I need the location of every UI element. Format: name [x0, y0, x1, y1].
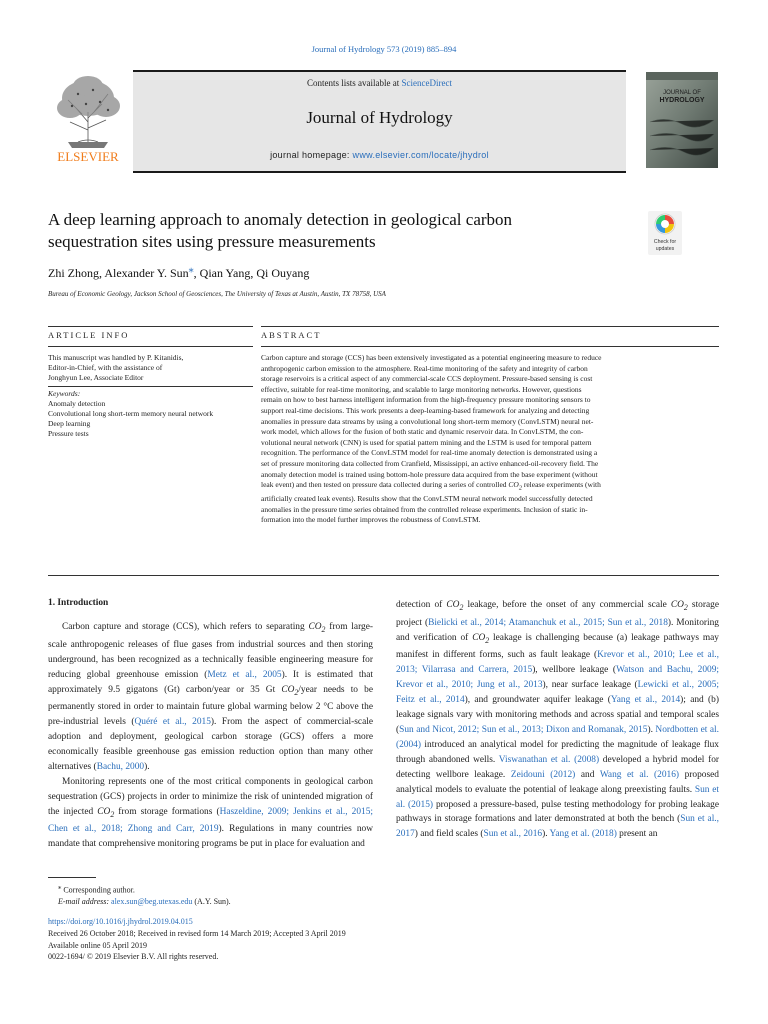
author-list [48, 264, 648, 281]
text-run: proposed a pressure-based, pulse testing methodology for probing leakage pathways in storage formations and later demonstrated at both the bench ( [396, 799, 720, 825]
text-run: ); and (b) leakage signals vary with monitoring methods and across spatial and temporal scales ( [396, 695, 719, 735]
citation-link[interactable]: Zeidouni (2012) [510, 769, 576, 780]
citation-link[interactable]: Sun et al., 2016 [483, 829, 543, 840]
text-run: ), wellbore leakage ( [532, 665, 617, 676]
co2-term [508, 480, 522, 492]
divider [48, 386, 253, 387]
corresponding-author-footnote [48, 882, 448, 896]
abstract-line: anomaly detection model is trained using bottom-hole pressure data acquired from the base experiment (without [261, 469, 598, 479]
divider [48, 326, 253, 327]
contents-available-line [133, 78, 626, 88]
handling-editor-note: Editor-in-Chief, with the assistance of [48, 363, 163, 372]
contents-prefix: Contents lists available at [307, 78, 400, 88]
abstract-line [261, 480, 719, 494]
abstract-line: set of pressure monitoring data collected from Cranfield, Mississippi, an active enhanced-oil-recovery field. The [261, 458, 599, 468]
text-run: ). It is estimated that approximately 9.5 gigatons (Gt) carbon/year or 35 Gt [48, 669, 373, 695]
article-title-line: sequestration sites using pressure measurements [48, 232, 376, 251]
co2-subscript: 2 [459, 602, 464, 612]
divider [261, 326, 719, 327]
co2-term [281, 685, 298, 695]
divider [261, 346, 719, 347]
abstract-line: volutional neural network (CNN) is used for spatial pattern mining and the LSTM is used for temporal pattern [261, 437, 592, 447]
text-run: ). From the aspect of commercial-scale adoption and deployment, geological carbon storage (GCS) offers a more economically feasible greenhouse gas emission reduction option than many other alternatives ( [48, 717, 374, 772]
text-run: from large-scale anthropogenic releases of flue gases from industrial sources and then storing underground, has been recognized as a technically feasible engineering measure for reducing global greenhouse emission ( [48, 622, 373, 680]
divider [48, 346, 253, 347]
author-affiliation: Bureau of Economic Geology, Jackson School of Geosciences, The University of Texas at Austin, Austin, TX 78758, USA [48, 290, 386, 298]
co2-symbol: CO [446, 600, 460, 610]
text-run: storage project ( [396, 600, 719, 628]
available-online-date: Available online 05 April 2019 [48, 940, 147, 950]
handling-editor-note: Jonghyun Lee, Associate Editor [48, 373, 144, 382]
text-run: ), near surface leakage ( [542, 680, 638, 691]
citation-link[interactable]: Haszeldine, 2009; Jenkins et al., 2015; Chen et al., 2018; Zhong and Carr, 2019 [48, 806, 373, 835]
text-run: detection of [396, 600, 447, 610]
abstract-line: artificially created leak events). Results show that the ConvLSTM neural network model successfully detected [261, 494, 593, 504]
body-column-left [48, 620, 373, 852]
abstract-line: formation into the model further improves the robustness of ConvLSTM. [261, 515, 481, 525]
co2-term [97, 807, 114, 817]
abstract-line: effective, suitable for real-time monitoring, and scalable to large monitoring networks. However, questions [261, 384, 582, 394]
co2-symbol: CO [508, 480, 519, 490]
text-run: ). Monitoring and verification of [396, 617, 719, 643]
abstract-line: work model, which allows for the fusion of both static and dynamic reservoir data. In ConvLSTM, the con- [261, 427, 584, 437]
corresponding-author-mark[interactable]: ⁎ [188, 264, 194, 275]
crossmark-icon [648, 211, 682, 255]
body-paragraph [396, 598, 719, 842]
received-dates: Received 26 October 2018; Received in revised form 14 March 2019; Accepted 3 April 2019 [48, 928, 346, 938]
abstract-line: storage reservoirs is a critical aspect of any commercial-scale CCS deployment. Pressure-based sensing is cost [261, 374, 593, 384]
co2-subscript: 2 [683, 602, 688, 612]
citation-link[interactable]: Quéré et al., 2015 [134, 717, 211, 728]
text-run: proposed analytical models to evaluate the potential of leakage along preexisting faults. [396, 769, 719, 795]
co2-subscript: 2 [110, 809, 115, 819]
text-run: and [575, 769, 600, 780]
co2-subscript: 2 [321, 624, 326, 634]
body-paragraph [48, 775, 373, 852]
citation-link[interactable]: Watson and Bachu, 2009; Krevor et al., 2010; Jung et al., 2013 [396, 665, 719, 691]
co2-symbol: CO [281, 684, 295, 695]
co2-symbol: CO [97, 806, 111, 817]
text-run: leakage, before the onset of any commercial scale [463, 600, 671, 610]
citation-link[interactable]: Sun et al., 2017 [396, 814, 719, 840]
co2-subscript: 2 [518, 484, 522, 492]
cover-text-line1: JOURNAL OF [663, 90, 701, 96]
copyright-notice: 0022-1694/ © 2019 Elsevier B.V. All rights reserved. [48, 952, 219, 962]
text-run: ) and field scales ( [414, 829, 484, 840]
co2-term [472, 633, 489, 643]
abstract-line: anomalies in the pressure time series obtained from the controlled release experiments. Inclusion of static in- [261, 504, 588, 514]
co2-term [671, 600, 688, 610]
text-run: present an [616, 829, 658, 840]
citation-link[interactable]: Bachu, 2000 [96, 761, 145, 772]
citation-link[interactable]: Viswanathan et al. (2008) [498, 754, 600, 765]
journal-cover-icon [646, 72, 718, 168]
co2-term [446, 600, 463, 610]
text-run: developed a hybrid model for detecting wellbore leakage. [396, 754, 720, 780]
co2-term [309, 622, 326, 632]
text-run: ). [542, 829, 550, 840]
journal-reference-link[interactable]: Journal of Hydrology 573 (2019) 885–894 [311, 44, 457, 54]
email-label: E-mail address: [58, 897, 110, 907]
sciencedirect-link[interactable]: ScienceDirect [401, 78, 452, 88]
email-footnote [48, 896, 448, 908]
abstract-line: Carbon capture and storage (CCS) has been extensively investigated as a potential engineering measure to reduce [261, 353, 602, 362]
co2-subscript: 2 [485, 635, 490, 645]
abstract-text-run: leak event) and then tested on pressure data collected during a series of controlled [261, 480, 509, 490]
text-run: Carbon capture and storage (CCS), which refers to separating [62, 622, 309, 632]
crossmark-label-line1: Check for [653, 239, 677, 245]
citation-link[interactable]: Nordbotten et al. (2004) [396, 725, 719, 750]
author-email-link[interactable]: alex.sun@beg.utexas.edu [111, 897, 193, 907]
journal-homepage-line [133, 150, 626, 160]
footnotes [48, 882, 448, 908]
article-title [48, 209, 608, 253]
footnote-mark: ⁎ [58, 884, 62, 891]
check-for-updates-button[interactable] [648, 211, 682, 255]
article-info-panel [48, 353, 253, 439]
abstract-line: anthropogenic carbon emission to the atmosphere. Real-time monitoring of the safety and integrity of carbon [261, 363, 588, 373]
text-run: introduced an analytical model for predicting the magnitude of leakage flux through abandoned wells. [396, 739, 719, 765]
keyword-item: Deep learning [48, 419, 91, 428]
footnote-divider [48, 877, 96, 878]
abstract-line: remain on how to best harness intelligent information from the high-frequency pressure monitoring sensors to [261, 395, 591, 405]
abstract-line: anomalies in pressure data streams by using a convolutional long short-term memory (ConvLSTM) neural net- [261, 416, 594, 426]
abstract-line: recognition. The performance of the ConvLSTM model for real-time anomaly detection is demonstrated using a [261, 448, 598, 458]
citation-link[interactable]: Bielicki et al., 2014; Atamanchuk et al., 2015; Sun et al., 2018 [428, 617, 668, 628]
text-run: ). [144, 761, 150, 772]
author-names: Zhi Zhong, Alexander Y. Sun [48, 266, 189, 280]
body-column-right [396, 598, 719, 842]
text-run: ). Regulations in many countries now mandate that comprehensive monitoring programs be put in place for evaluation and [48, 824, 373, 850]
citation-link[interactable]: Yang et al. (2018) [549, 829, 617, 840]
keywords-heading: Keywords: [48, 389, 81, 398]
abstract-text-run: release experiments (with [521, 480, 601, 490]
section-heading-introduction: 1. Introduction [48, 598, 109, 608]
co2-symbol: CO [308, 622, 322, 632]
text-run: Monitoring represents one of the most critical components in geological carbon sequestration (GCS) projects in order to minimize the risk of unintended migration of the injected [48, 776, 373, 817]
handling-editor-note: This manuscript was handled by P. Kitanidis, [48, 353, 184, 362]
co2-symbol: CO [472, 632, 486, 643]
divider [48, 575, 719, 576]
journal-homepage-link[interactable]: www.elsevier.com/locate/jhydrol [352, 150, 489, 160]
citation-link[interactable]: Wang et al. (2016) [599, 769, 680, 780]
citation-link[interactable]: Sun et al. (2015) [396, 784, 720, 810]
journal-cover-image[interactable] [646, 72, 718, 168]
co2-subscript: 2 [294, 687, 299, 697]
text-run: leakage is challenging because (a) leakage pathways may manifest in different forms, such as fault leakage ( [396, 632, 719, 661]
text-run: /year needs to be permanently stored in order to maintain future global warming below 2 °C above the pre-industrial levels ( [48, 684, 373, 728]
co2-symbol: CO [670, 600, 684, 610]
article-title-line: A deep learning approach to anomaly detection in geological carbon [48, 210, 513, 229]
author-names: , Qian Yang, Qi Ouyang [193, 266, 310, 280]
text-run: ), and groundwater aquifer leakage ( [464, 695, 611, 706]
cover-text-line2: HYDROLOGY [659, 97, 705, 104]
citation-link[interactable]: Metz et al., 2005 [207, 669, 282, 680]
elsevier-tree-icon [48, 72, 128, 167]
footnote-text: (A.Y. Sun). [192, 897, 231, 907]
text-run: from storage formations ( [114, 806, 220, 817]
journal-title: Journal of Hydrology [306, 108, 453, 127]
abstract-heading: ABSTRACT [261, 330, 322, 340]
citation-link[interactable]: Krevor et al., 2010; Lee et al., 2013; Vilarrasa and Carrera, 2015 [396, 650, 719, 676]
body-paragraph [48, 620, 373, 775]
doi-link[interactable]: https://doi.org/10.1016/j.jhydrol.2019.04.015 [48, 917, 193, 926]
homepage-prefix: journal homepage: [270, 150, 350, 160]
abstract-text [261, 353, 719, 526]
citation-link[interactable]: Lewicki et al., 2005; Feitz et al., 2014 [396, 680, 719, 706]
keyword-item: Convolutional long short-term memory neural network [48, 409, 214, 418]
citation-link[interactable]: Sun and Nicot, 2012; Sun et al., 2013; Dixon and Romanak, 2015 [399, 725, 648, 735]
crossmark-label-line2: updates [655, 246, 675, 252]
elsevier-wordmark: ELSEVIER [57, 149, 119, 164]
keyword-item: Pressure tests [48, 429, 89, 438]
footnote-text: Corresponding author. [63, 885, 135, 895]
keyword-item: Anomaly detection [48, 399, 106, 408]
publication-info [48, 916, 528, 963]
citation-link[interactable]: Yang et al., 2014 [610, 695, 681, 706]
abstract-line: support real-time decisions. This work presents a deep-learning-based framework for analyzing and detecting [261, 405, 590, 415]
text-run: ). [647, 725, 656, 735]
elsevier-logo[interactable] [48, 72, 128, 167]
article-info-heading: ARTICLE INFO [48, 330, 130, 340]
